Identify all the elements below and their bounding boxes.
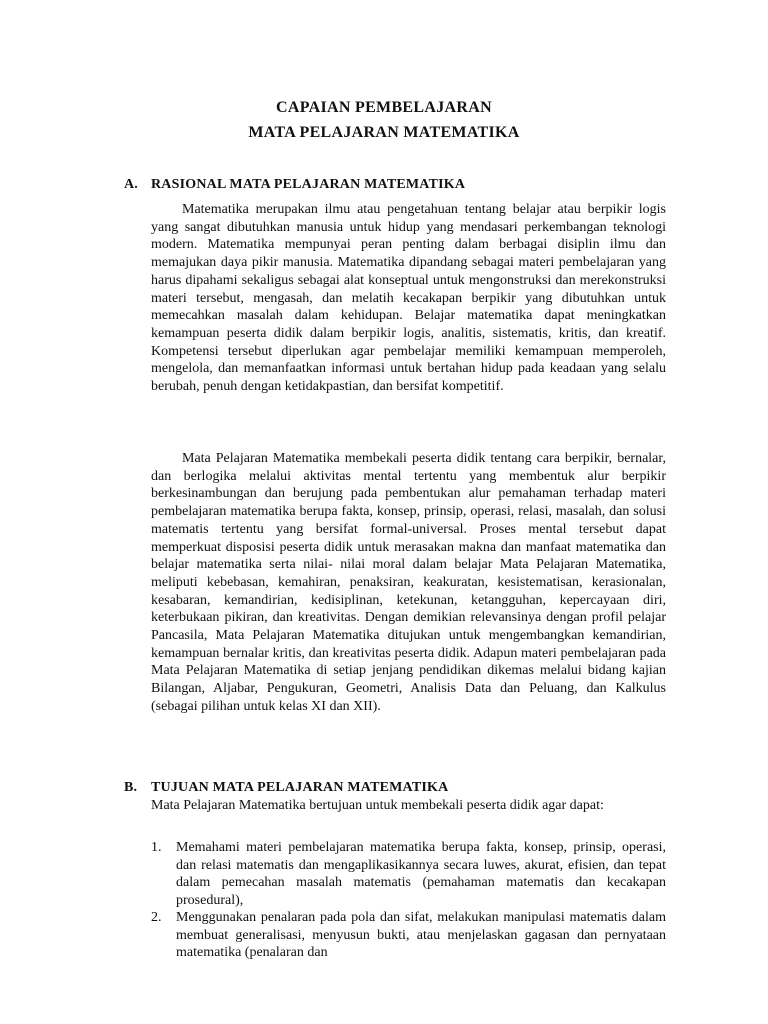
list-item: [151, 839, 666, 910]
section-b-heading: [124, 780, 684, 796]
section-a-paragraph-1: Matematika merupakan ilmu atau pengetahuan tentang belajar atau berpikir logis yang sangat dibutuhkan manusia untuk hidup yang mendasari perkembangan teknologi modern. Matematika mempunyai peran penting dalam berbagai disiplin ilmu dan memajukan daya pikir manusia. Matematika dipandang sebagai materi pembelajaran yang harus dipahami sekaligus sebagai alat konseptual untuk mengonstruksi dan merekonstruksi materi tersebut, mengasah, dan melatih kecakapan berpikir yang dibutuhkan untuk memecahkan masalah dalam kehidupan. Belajar matematika dapat meningkatkan kemampuan peserta didik dalam berpikir logis, analitis, sistematis, kritis, dan kreatif. Kompetensi tersebut diperlukan agar pembelajar memiliki kemampuan memperoleh, mengelola, dan memanfaatkan informasi untuk bertahan hidup pada keadaan yang selalu berubah, penuh dengan ketidakpastian, dan bersifat kompetitif.: [151, 202, 666, 395]
section-a-number: A.: [124, 177, 139, 192]
objectives-list-part-2: [151, 909, 666, 962]
list-item-number: 1.: [151, 840, 162, 855]
list-item-number: 2.: [151, 910, 162, 925]
document-title-line-2: MATA PELAJARAN MATEMATIKA: [248, 124, 520, 141]
section-b-number: B.: [124, 780, 138, 795]
list-item-text: Memahami materi pembelajaran matematika berupa fakta, konsep, prinsip, operasi, dan relasi matematis dan mengaplikasikannya secara luwes, akurat, efisien, dan tepat dalam pemecahan masalah matematis (pemahaman matematis dan kecakapan prosedural),: [176, 840, 666, 909]
section-b-intro: Mata Pelajaran Matematika bertujuan untuk membekali peserta didik agar dapat:: [151, 798, 604, 813]
section-a-heading: [124, 177, 684, 193]
section-a-paragraph-2: Mata Pelajaran Matematika membekali peserta didik tentang cara berpikir, bernalar, dan berlogika melalui aktivitas mental tertentu yang membentuk alur berpikir berkesinambungan dan berujung pada pembentukan alur pemahaman terhadap materi pembelajaran matematika berupa fakta, konsep, prinsip, operasi, relasi, masalah, dan solusi matematis tertentu yang bersifat formal-universal. Proses mental tersebut dapat memperkuat disposisi peserta didik untuk merasakan makna dan manfaat matematika dan belajar matematika serta nilai- nilai moral dalam belajar Mata Pelajaran Matematika, meliputi kebebasan, kemahiran, penaksiran, keakuratan, kesistematisan, kerasionalan, kesabaran, kemandirian, kedisiplinan, ketekunan, ketangguhan, kepercayaan diri, keterbukaan pikiran, dan kreativitas. Dengan demikian relevansinya dengan profil pelajar Pancasila, Mata Pelajaran Matematika ditujukan untuk mengembangkan kemandirian, kemampuan bernalar kritis, dan kreativitas peserta didik. Adapun materi pembelajaran pada Mata Pelajaran Matematika di setiap jenjang pendidikan dikemas melalui bidang kajian Bilangan, Aljabar, Pengukuran, Geometri, Analisis Data dan Peluang, dan Kalkulus (sebagai pilihan untuk kelas XI dan XII).: [151, 451, 666, 714]
objectives-list-part-1: [151, 839, 666, 910]
section-a-title: RASIONAL MATA PELAJARAN MATEMATIKA: [151, 177, 466, 192]
section-b-title: TUJUAN MATA PELAJARAN MATEMATIKA: [151, 780, 449, 795]
list-item: [151, 909, 666, 962]
document-title-line-1: CAPAIAN PEMBELAJARAN: [276, 99, 492, 116]
list-item-text: Menggunakan penalaran pada pola dan sifat, melakukan manipulasi matematis dalam membuat generalisasi, menyusun bukti, atau menjelaskan gagasan dan pernyataan matematika (penalaran dan: [176, 910, 666, 961]
